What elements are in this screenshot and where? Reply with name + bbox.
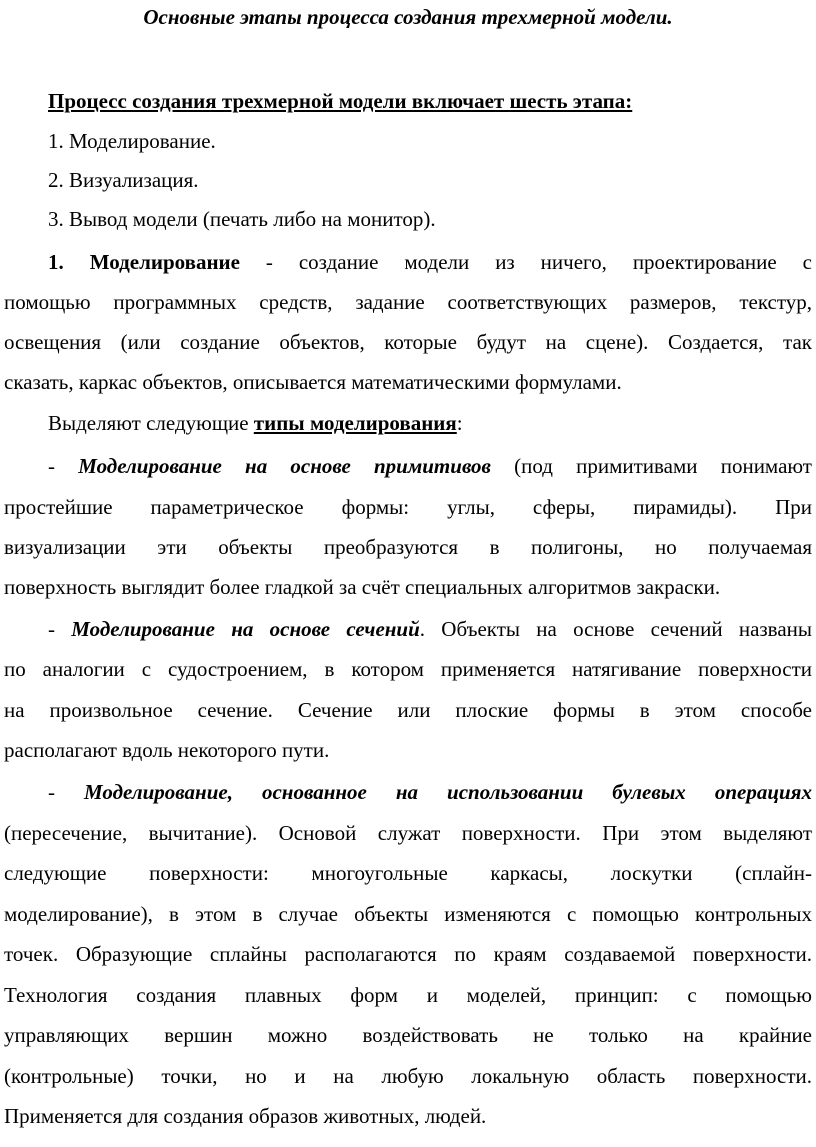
modeling-paragraph-line: освещения (или создание объектов, которые будут на сцене). Создается, так xyxy=(4,330,812,354)
boolean-paragraph-line: - Моделирование, основанное на использовании булевых операциях xyxy=(48,780,812,804)
primitives-term: Моделирование на основе примитивов xyxy=(78,454,491,478)
sections-paragraph-line: на произвольное сечение. Сечение или плоские формы в этом способе xyxy=(4,698,812,722)
sections-paragraph-line: - Моделирование на основе сечений. Объекты на основе сечений названы xyxy=(48,617,812,641)
primitives-paragraph-line: - Моделирование на основе примитивов (под примитивами понимают xyxy=(48,454,812,478)
stage-item-3: 3. Вывод модели (печать либо на монитор). xyxy=(48,207,436,231)
primitives-paragraph-line: поверхность выглядит более гладкой за счёт специальных алгоритмов закраски. xyxy=(4,575,721,599)
modeling-paragraph-line: 1. Моделирование - создание модели из ничего, проектирование с xyxy=(48,250,812,274)
types-term: типы моделирования xyxy=(253,411,457,435)
boolean-paragraph-line: (пересечение, вычитание). Основой служат поверхности. При этом выделяют xyxy=(4,821,812,845)
boolean-paragraph-line: моделирование), в этом в случае объекты изменяются с помощью контрольных xyxy=(4,902,812,926)
modeling-paragraph-line: сказать, каркас объектов, описывается математическими формулами. xyxy=(4,370,622,394)
boolean-paragraph-line: Технология создания плавных форм и моделей, принцип: с помощью xyxy=(4,983,812,1007)
boolean-paragraph-line: (контрольные) точки, но и на любую локальную область поверхности. xyxy=(4,1064,812,1088)
boolean-paragraph-line: Применяется для создания образов животных, людей. xyxy=(4,1104,487,1128)
boolean-paragraph-line: управляющих вершин можно воздействовать не только на крайние xyxy=(4,1023,812,1047)
stages-heading: Процесс создания трехмерной модели включает шесть этапа: xyxy=(48,89,633,113)
boolean-paragraph-line: следующие поверхности: многоугольные каркасы, лоскутки (сплайн- xyxy=(4,861,812,885)
primitives-paragraph-line: простейшие параметрическое формы: углы, сферы, пирамиды). При xyxy=(4,495,812,519)
sections-paragraph-line: по аналогии с судостроением, в котором применяется натягивание поверхности xyxy=(4,657,812,681)
sections-paragraph-line: располагают вдоль некоторого пути. xyxy=(4,738,330,762)
stage-item-2: 2. Визуализация. xyxy=(48,168,199,192)
types-intro: Выделяют следующие типы моделирования: xyxy=(48,411,463,435)
primitives-paragraph-line: визуализации эти объекты преобразуются в полигоны, но получаемая xyxy=(4,535,812,559)
boolean-paragraph-line: точек. Образующие сплайны располагаются по краям создаваемой поверхности. xyxy=(4,942,812,966)
stage-item-1: 1. Моделирование. xyxy=(48,129,216,153)
document-title: Основные этапы процесса создания трехмерной модели. xyxy=(143,5,673,29)
boolean-term: Моделирование, основанное на использовании булевых операциях xyxy=(84,780,812,804)
sections-term: Моделирование на основе сечений xyxy=(71,617,420,641)
modeling-term: 1. Моделирование xyxy=(48,250,240,274)
modeling-paragraph-line: помощью программных средств, задание соответствующих размеров, текстур, xyxy=(4,290,812,314)
